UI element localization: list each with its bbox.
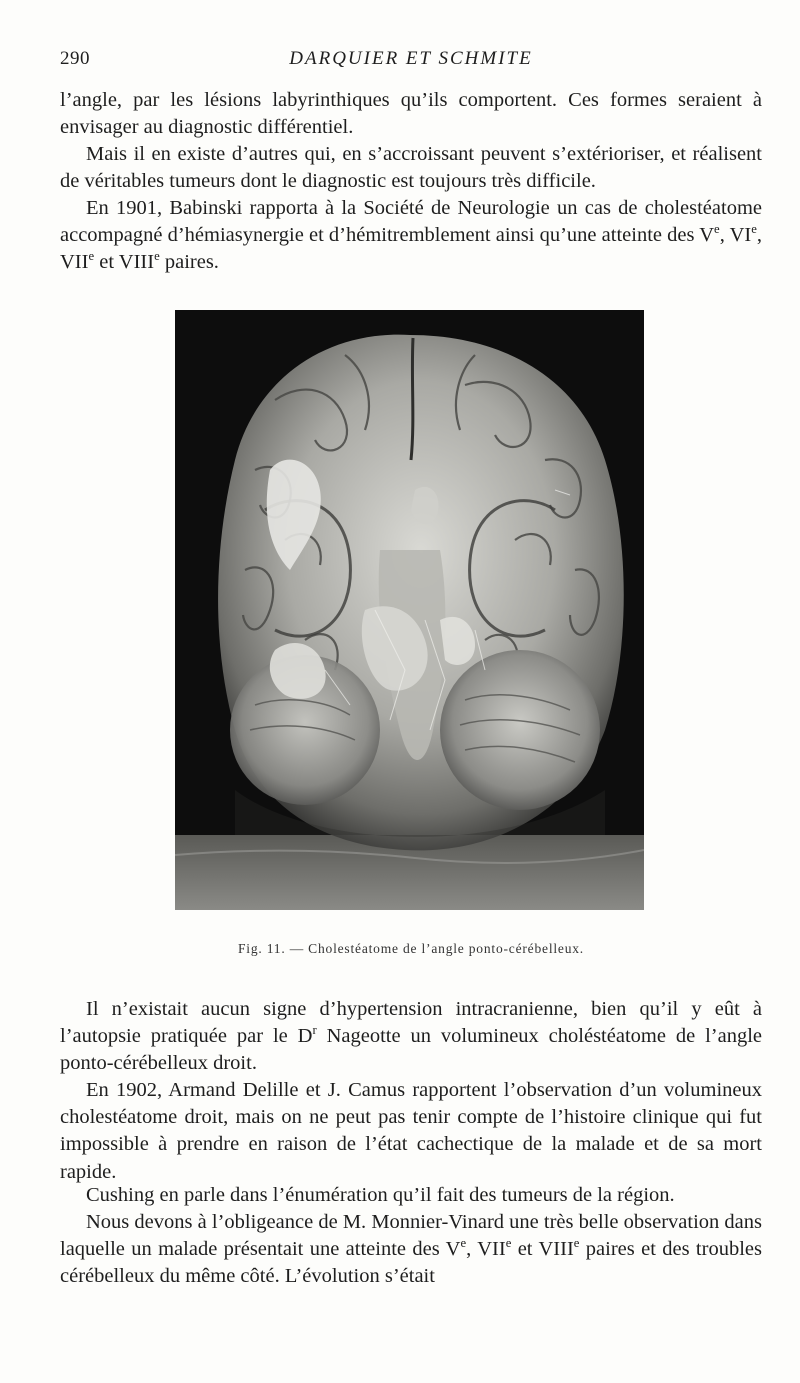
figure-brain-photograph xyxy=(175,310,644,910)
brain-photograph-illustration xyxy=(175,310,644,910)
paragraph-3-text: , VII xyxy=(60,224,762,274)
paragraph-4 xyxy=(60,996,762,1078)
paragraph-3-text: , VI xyxy=(719,224,752,247)
paragraph-5: En 1902, Armand Delille et J. Camus rapportent l’observation d’un volumineux cholestéatome droit, mais on ne peut pas tenir compte de l’histoire clinique qui fut impossible à prendre en raison de l’état cachectique de la malade et de sa mort rapide. xyxy=(60,1079,762,1183)
superscript: r xyxy=(312,1023,317,1038)
paragraph-3 xyxy=(60,195,762,277)
paragraph-3-text: paires. xyxy=(159,251,219,274)
superscript: e xyxy=(505,1236,512,1251)
paragraph-1: l’angle, par les lésions labyrinthiques qu’ils comportent. Ces formes seraient à envisager au diagnostic différentiel. xyxy=(60,89,762,139)
superscript: e xyxy=(154,249,160,264)
superscript: e xyxy=(751,222,757,237)
paragraph-7-text: , VII xyxy=(466,1238,506,1261)
paragraph-4-text: Nageotte un volumineux choléstéatome de l’angle ponto-cérébelleux droit. xyxy=(60,1025,762,1075)
paragraph-7 xyxy=(60,1209,762,1291)
superscript: e xyxy=(460,1236,467,1251)
running-head xyxy=(60,48,762,78)
paragraph-7-text: Nous devons à l’obligeance de M. Monnier-Vinard une très belle observation dans laquelle un malade présentait une atteinte des V xyxy=(60,1211,762,1261)
running-title: DARQUIER ET SCHMITE xyxy=(289,48,533,69)
paragraph-2: Mais il en existe d’autres qui, en s’accroissant peuvent s’extérioriser, et réalisent de véritables tumeurs dont le diagnostic est toujours très difficile. xyxy=(60,143,762,193)
superscript: e xyxy=(714,222,720,237)
paragraph-6: Cushing en parle dans l’énumération qu’il fait des tumeurs de la région. xyxy=(86,1184,675,1206)
superscript: e xyxy=(573,1236,580,1251)
page-number: 290 xyxy=(60,48,90,69)
paragraph-3-text: et VIII xyxy=(94,251,155,274)
superscript: e xyxy=(88,249,95,264)
paragraph-4-text: Il n’existait aucun signe d’hypertension intracranienne, bien qu’il y eût à l’autopsie pratiquée par le D xyxy=(60,998,762,1048)
paragraph-7-text: paires et des troubles cérébelleux du même côté. L’évolution s’était xyxy=(60,1238,762,1288)
paragraph-3-text: En 1901, Babinski rapporta à la Société de Neurologie un cas de cholestéatome accompagné d’hémiasynergie et d’hémitremblement ainsi qu’une atteinte des V xyxy=(60,197,762,247)
paragraph-7-text: et VIII xyxy=(511,1238,574,1261)
figure-caption: Fig. 11. — Cholestéatome de l’angle ponto-cérébelleux. xyxy=(238,941,584,956)
